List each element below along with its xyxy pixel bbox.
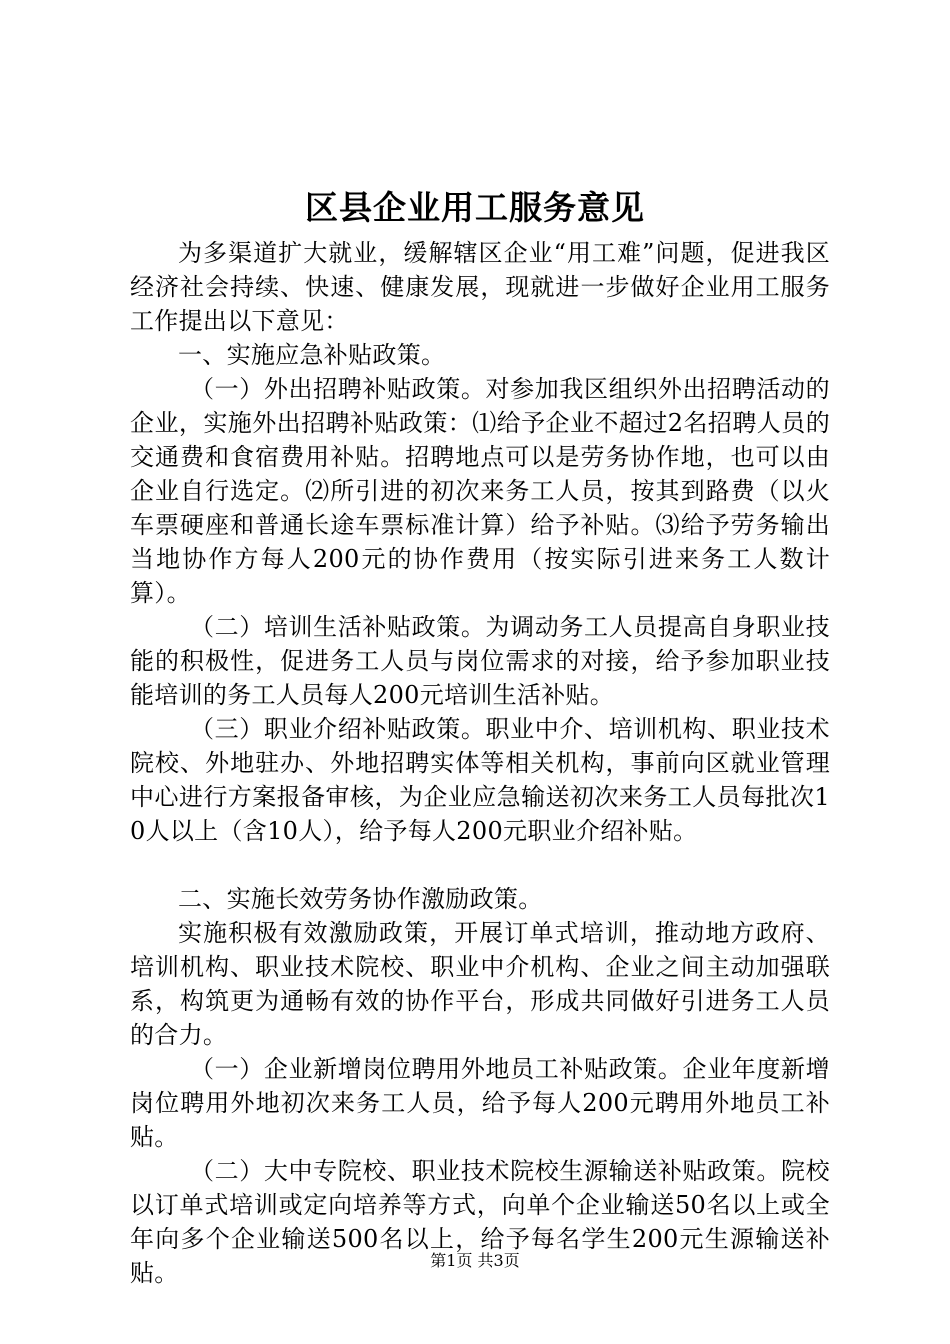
subsection-1-1: （一）外出招聘补贴政策。对参加我区组织外出招聘活动的企业，实施外出招聘补贴政策：⑴给予企业不超过2名招聘人员的交通费和食宿费用补贴。招聘地点可以是劳务协作地，也可以由企业自行选定。⑵所引进的初次来务工人员，按其到路费（以火车票硬座和普通长途车票标准计算）给予补贴。⑶给予劳务输出当地协作方每人200元的协作费用（按实际引进来务工人数计算）。 [130,375,830,607]
subsection-2-1: （一）企业新增岗位聘用外地员工补贴政策。企业年度新增岗位聘用外地初次来务工人员，给予每人200元聘用外地员工补贴。 [130,1055,830,1151]
subsection-1-3: （三）职业介绍补贴政策。职业中介、培训机构、职业技术院校、外地驻办、外地招聘实体等相关机构，事前向区就业管理中心进行方案报备审核，为企业应急输送初次来务工人员每批次10人以上（含10人），给予每人200元职业介绍补贴。 [130,715,830,845]
section-heading-2: 二、实施长效劳务协作激励政策。 [178,885,543,913]
subsection-2-2: （二）大中专院校、职业技术院校生源输送补贴政策。院校以订单式培训或定向培养等方式，向单个企业输送50名以上或全年向多个企业输送500名以上，给予每名学生200元生源输送补贴。 [130,1157,830,1287]
section-2-intro: 实施积极有效激励政策，开展订单式培训，推动地方政府、培训机构、职业技术院校、职业中介机构、企业之间主动加强联系，构筑更为通畅有效的协作平台，形成共同做好引进务工人员的合力。 [130,919,830,1049]
intro-paragraph: 为多渠道扩大就业，缓解辖区企业“用工难”问题，促进我区经济社会持续、快速、健康发展，现就进一步做好企业用工服务工作提出以下意见： [130,239,830,335]
page-indicator: 第1页 共3页 [430,1251,520,1270]
subsection-1-2: （二）培训生活补贴政策。为调动务工人员提高自身职业技能的积极性，促进务工人员与岗位需求的对接，给予参加职业技能培训的务工人员每人200元培训生活补贴。 [130,613,830,709]
document-body [130,236,830,1290]
page-footer [0,1249,950,1273]
document-title: 区县企业用工服务意见 [305,188,645,227]
section-heading-1: 一、实施应急补贴政策。 [178,341,446,369]
